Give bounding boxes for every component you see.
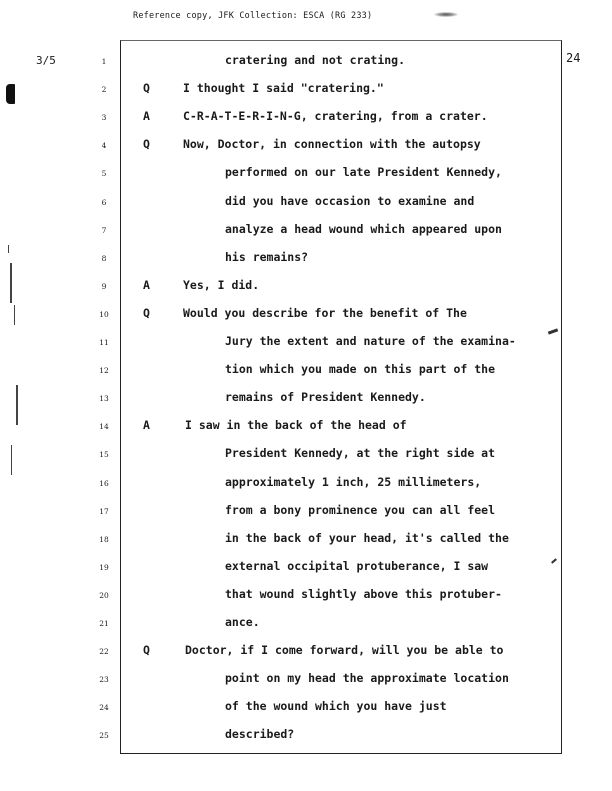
line-text: external occipital protuberance, I saw xyxy=(225,558,489,573)
line-number: 10 xyxy=(99,309,109,319)
line-text: Would you describe for the benefit of The xyxy=(183,305,467,320)
transcript-line xyxy=(0,530,600,550)
page-fraction: 3/5 xyxy=(36,54,56,67)
transcript-line xyxy=(0,417,600,437)
line-text: of the wound which you have just xyxy=(225,699,447,714)
line-number: 7 xyxy=(101,225,107,235)
line-text: from a bony prominence you can all feel xyxy=(225,502,496,517)
transcript-line xyxy=(0,333,600,353)
line-text: did you have occasion to examine and xyxy=(225,193,475,208)
line-number: 14 xyxy=(99,422,109,432)
line-text: that wound slightly above this protuber- xyxy=(225,586,502,601)
line-text: Now, Doctor, in connection with the autopsy xyxy=(183,137,481,152)
line-number: 4 xyxy=(101,141,107,151)
transcript-line xyxy=(0,136,600,156)
transcript-line xyxy=(0,502,600,522)
line-text: President Kennedy, at the right side at xyxy=(225,446,496,461)
line-number: 9 xyxy=(101,281,107,291)
page-number: 24 xyxy=(566,51,581,65)
line-text: ance. xyxy=(225,615,260,629)
line-text: approximately 1 inch, 25 millimeters, xyxy=(225,474,482,489)
transcript-line xyxy=(0,726,600,746)
line-text: point on my head the approximate location xyxy=(225,671,509,686)
line-text: C-R-A-T-E-R-I-N-G, cratering, from a crater. xyxy=(183,109,488,124)
line-number: 3 xyxy=(101,113,107,123)
speaker-label: A xyxy=(143,109,150,124)
transcript-line xyxy=(0,249,600,269)
transcript-line xyxy=(0,52,600,72)
line-number: 24 xyxy=(99,703,109,713)
transcript-line xyxy=(0,193,600,213)
line-number: 23 xyxy=(99,675,109,685)
line-text: analyze a head wound which appeared upon xyxy=(225,221,502,236)
transcript-line xyxy=(0,586,600,606)
archive-header: Reference copy, JFK Collection: ESCA (RG 233) xyxy=(133,11,373,21)
transcript-line xyxy=(0,670,600,690)
transcript-line xyxy=(0,164,600,184)
line-number: 22 xyxy=(99,647,109,657)
line-text: in the back of your head, it's called the xyxy=(225,530,509,545)
line-text: tion which you made on this part of the xyxy=(225,362,496,377)
line-number: 6 xyxy=(101,197,107,207)
transcript-line xyxy=(0,445,600,465)
speaker-label: A xyxy=(143,418,150,433)
speaker-label: Q xyxy=(143,643,150,658)
speaker-label: A xyxy=(143,277,150,292)
line-number: 2 xyxy=(101,85,107,95)
line-number: 15 xyxy=(99,450,109,460)
line-number: 11 xyxy=(99,338,109,347)
ink-smudge xyxy=(434,12,458,17)
line-number: 20 xyxy=(99,590,109,600)
line-number: 5 xyxy=(101,169,107,179)
line-number: 18 xyxy=(99,534,109,544)
speaker-label: Q xyxy=(143,137,150,152)
line-number: 13 xyxy=(99,394,109,404)
transcript-line xyxy=(0,389,600,409)
transcript-line xyxy=(0,80,600,100)
line-number: 25 xyxy=(99,731,109,741)
line-text: I thought I said "cratering." xyxy=(183,81,384,96)
line-text: performed on our late President Kennedy, xyxy=(225,165,502,180)
transcript-line xyxy=(0,698,600,718)
line-text: cratering and not crating. xyxy=(225,53,406,67)
line-number: 8 xyxy=(101,253,107,263)
transcript-line xyxy=(0,277,600,297)
line-number: 12 xyxy=(99,366,109,376)
transcript-line xyxy=(0,305,600,325)
transcript-line xyxy=(0,558,600,578)
transcript-line xyxy=(0,361,600,381)
line-text: described? xyxy=(225,727,295,742)
line-number: 16 xyxy=(99,478,109,488)
transcript-line xyxy=(0,108,600,128)
line-text: his remains? xyxy=(225,249,309,264)
speaker-label: Q xyxy=(143,81,150,96)
line-number: 19 xyxy=(99,562,109,572)
line-text: remains of President Kennedy. xyxy=(225,390,426,405)
line-text: I saw in the back of the head of xyxy=(185,418,407,433)
speaker-label: Q xyxy=(143,305,150,320)
line-text: Yes, I did. xyxy=(183,277,260,292)
transcript-line xyxy=(0,642,600,662)
line-text: Doctor, if I come forward, will you be able to xyxy=(185,643,504,658)
transcript-line xyxy=(0,474,600,494)
transcript-line xyxy=(0,221,600,241)
line-text: Jury the extent and nature of the examina- xyxy=(225,334,516,348)
line-number: 17 xyxy=(99,506,109,516)
line-number: 1 xyxy=(101,57,107,66)
transcript-line xyxy=(0,614,600,634)
line-number: 21 xyxy=(99,619,109,628)
